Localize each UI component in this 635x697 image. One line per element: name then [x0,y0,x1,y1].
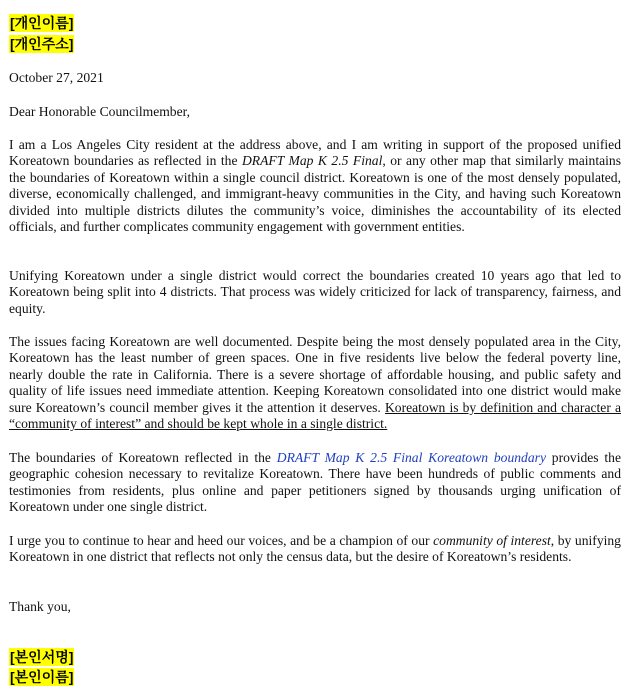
paragraph-boundaries [9,450,621,516]
paragraph-issues [9,334,621,432]
closing: Thank you, [9,599,71,614]
draft-map-name: DRAFT Map K 2.5 Final [241,153,383,169]
letter-date: October 27, 2021 [9,70,104,85]
paragraph-support-text-a: I am a Los Angeles City resident at the address above, and I am writing in support of the proposed unified Koreatown boundaries as reflected in the [9,137,621,169]
paragraph-support-text-b: , or any other map that similarly maintains the boundaries of Koreatown within a single council district. Koreatown is one of the most densely populated, diverse, economically challenged, and immigrant-heavy communities in the City, and having such Koreatown divided into multiple districts dilutes the community’s voice, diminishes the accountability of its elected officials, and further complicates community engagement with government entities. [9,153,621,235]
paragraph-boundaries-text-a: The boundaries of Koreatown reflected in the [9,450,277,465]
community-of-interest-statement: Koreatown is by definition and character a “community of interest” and should be kept whole in a single district. [9,399,621,432]
salutation: Dear Honorable Councilmember, [9,104,191,119]
paragraph-urge-text-a: I urge you to continue to hear and heed our voices, and be a champion of our [9,533,434,548]
sender-address-placeholder: [개인주소] [10,36,74,52]
signer-name-placeholder: [본인이름] [10,669,74,685]
paragraph-support [9,137,621,235]
paragraph-urge [9,533,621,566]
draft-map-link[interactable]: DRAFT Map K 2.5 Final Koreatown boundary [276,450,546,465]
paragraph-boundaries-text-b: provides the geographic cohesion necessary to revitalize Koreatown. There have been hundreds of public comments and testimonies from residents, plus online and paper petitioners signed by thousands urging unification of Koreatown under one single district. [9,450,621,515]
paragraph-issues-text: The issues facing Koreatown are well documented. Despite being the most densely populated area in the City, Koreatown has the least number of green spaces. One in five residents live below the federal poverty line, nearly double the rate in California. There is a severe shortage of affordable housing, and public safety and quality of life issues need immediate attention. Keeping Koreatown consolidated into one district would make sure Koreatown’s council member gives it the attention it deserves. [9,334,621,415]
sender-name-placeholder: [개인이름] [10,15,74,31]
signature-placeholder: [본인서명] [10,649,74,665]
paragraph-unifying: Unifying Koreatown under a single district would correct the boundaries created 10 years ago that led to Koreatown being split into 4 districts. That process was widely criticized for lack of transparency, fairness, and equity. [9,268,621,316]
paragraph-urge-text-b: , by unifying Koreatown in one district that reflects not only the census data, but the desire of Koreatown’s residents. [9,533,621,565]
community-of-interest-emphasis: community of interest [433,533,551,548]
